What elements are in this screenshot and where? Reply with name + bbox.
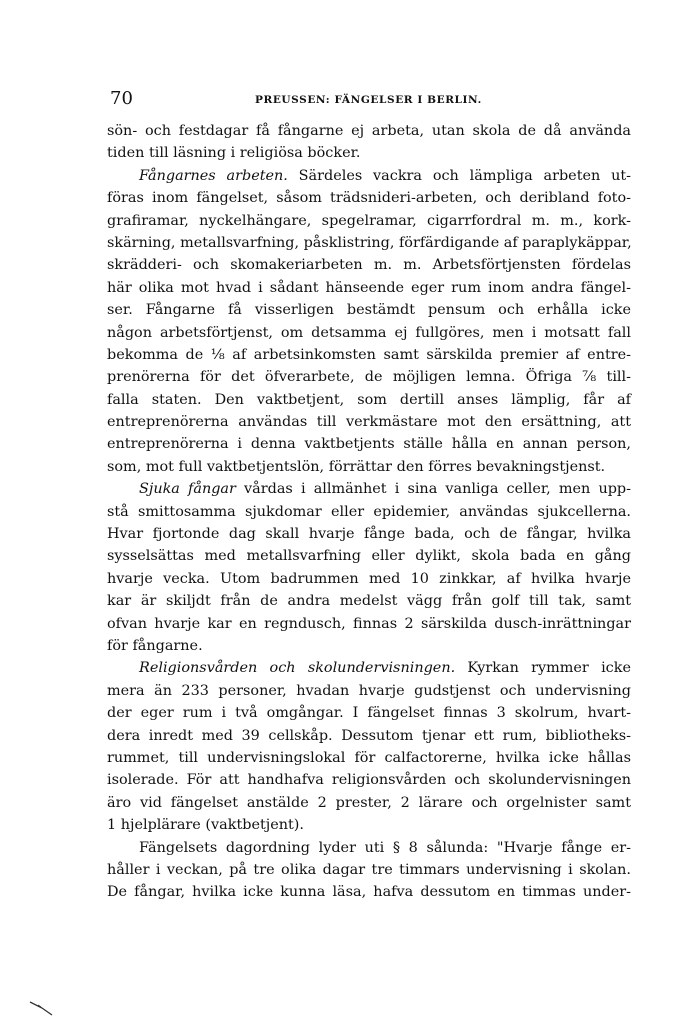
text-line: skärning, metallsvarfning, påsklistring, förfärdigande af paraplykäppar, xyxy=(107,234,632,251)
text-line: rummet, till undervisningslokal för calfactorerne, hvilka icke hållas xyxy=(107,749,631,766)
text-line: ser. Fångarne få visserligen bestämdt pensum och erhålla icke xyxy=(107,302,631,319)
text-line: Fängelsets dagordning lyder uti § 8 sålunda: "Hvarje fånge er- xyxy=(139,839,631,856)
text-line: som, mot full vaktbetjentslön, förrättar den förres bevakningstjenst. xyxy=(107,458,606,475)
body-text xyxy=(107,120,631,904)
section-heading: Sjuka fångar xyxy=(139,481,236,498)
text-line: kar är skiljdt från de andra medelst vägg från golf till tak, samt xyxy=(107,593,631,610)
running-head: PREUSSEN: FÄNGELSER I BERLIN. xyxy=(255,94,482,106)
text-line: här olika mot hvad i sådant hänseende eger rum inom andra fängel- xyxy=(107,279,631,296)
text-line: 1 hjelplärare (vaktbetjent). xyxy=(107,817,304,834)
ink-stray-mark-icon xyxy=(28,998,58,1018)
text-line: hvarje vecka. Utom badrummen med 10 zinkkar, af hvilka hvarje xyxy=(107,570,631,587)
text-line: falla staten. Den vaktbetjent, som dertill anses lämplig, får af xyxy=(107,391,631,408)
section-heading: Fångarnes arbeten. xyxy=(139,167,288,184)
page-header xyxy=(100,88,644,112)
text-line: dera inredt med 39 cellskåp. Dessutom tjenar ett rum, bibliotheks- xyxy=(107,727,631,744)
text-line: stå smittosamma sjukdomar eller epidemier, användas sjukcellerna. xyxy=(107,503,631,520)
text-line: sön- och festdagar få fångarne ej arbeta, utan skola de då använda xyxy=(107,123,631,139)
section-heading: Religionsvården och skolundervisningen. xyxy=(139,660,456,677)
text-line: ofvan hvarje kar en regndusch, finnas 2 särskilda dusch-inrättningar xyxy=(107,615,631,632)
page-number: 70 xyxy=(110,88,133,109)
text-line: Religionsvården och skolundervisningen. Kyrkan rymmer icke xyxy=(139,660,631,677)
text-line: skrädderi- och skomakeriarbeten m. m. Arbetsförtjensten fördelas xyxy=(107,257,631,274)
text-line: Fångarnes arbeten. Särdeles vackra och lämpliga arbeten ut- xyxy=(139,167,631,184)
text-line: bekomma de ⅛ af arbetsinkomsten samt särskilda premier af entre- xyxy=(107,346,631,363)
text-line: äro vid fängelset anstälde 2 prester, 2 lärare och orgelnister samt xyxy=(107,794,631,811)
text-line: der eger rum i två omgångar. I fängelset finnas 3 skolrum, hvart- xyxy=(107,705,631,722)
text-line: för fångarne. xyxy=(107,637,203,654)
text-line: sysselsättas med metallsvarfning eller dylikt, skola bada en gång xyxy=(107,548,631,565)
text-line: De fångar, hvilka icke kunna läsa, hafva dessutom en timmas under- xyxy=(107,884,631,901)
text-line: entreprenörerna i denna vaktbetjents ställe hålla en annan person, xyxy=(107,436,631,453)
text-line: tiden till läsning i religiösa böcker. xyxy=(107,145,361,162)
text-line: någon arbetsförtjenst, om detsamma ej fullgöres, men i motsatt fall xyxy=(107,324,631,341)
text-line: grafiramar, nyckelhängare, spegelramar, cigarrfordral m. m., kork- xyxy=(107,212,631,229)
text-line: isolerade. För att handhafva religionsvården och skolundervisningen xyxy=(107,772,631,789)
text-line: entreprenörerna användas till verkmästare mot den ersättning, att xyxy=(107,414,631,431)
text-line: mera än 233 personer, hvadan hvarje gudstjenst och undervisning xyxy=(107,682,631,699)
text-line: föras inom fängelset, såsom trädsnideri-arbeten, och deribland foto- xyxy=(107,190,631,207)
text-line: prenörerna för det öfverarbete, de möjligen lemna. Öfriga ⅞ till- xyxy=(107,369,631,386)
text-line: Hvar fjortonde dag skall hvarje fånge bada, och de fångar, hvilka xyxy=(107,526,631,543)
text-line: Sjuka fångar vårdas i allmänhet i sina vanliga celler, men upp- xyxy=(139,481,631,498)
text-line: håller i veckan, på tre olika dagar tre timmars undervisning i skolan. xyxy=(107,861,631,878)
